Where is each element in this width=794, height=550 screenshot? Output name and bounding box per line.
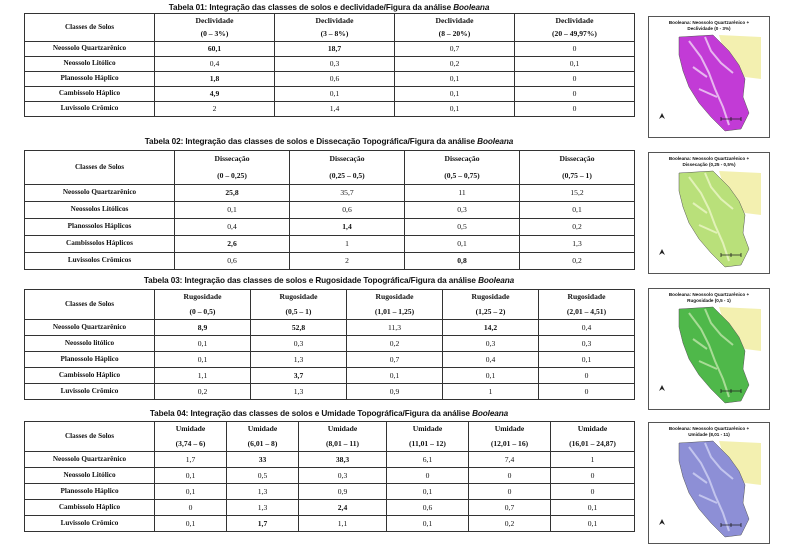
table-row — [25, 87, 635, 102]
col-label: Rugosidade — [155, 290, 251, 305]
table-cell: 0,3 — [443, 336, 539, 352]
map-figure — [649, 17, 769, 137]
table-cell: 0,1 — [443, 368, 539, 384]
row-label: Planossolo Háplico — [25, 352, 155, 368]
corner-header: Classes de Solos — [25, 151, 175, 185]
table-cell: 0,1 — [387, 484, 469, 500]
table-cell: 1,3 — [520, 236, 635, 253]
table-cell: 0,7 — [395, 42, 515, 57]
table-cell: 14,2 — [443, 320, 539, 336]
table-cell: 11 — [405, 185, 520, 202]
table-cell: 1,4 — [275, 102, 395, 117]
table-cell: 0,4 — [539, 320, 635, 336]
col-label: Umidade — [299, 422, 387, 437]
table-cell: 33 — [227, 452, 299, 468]
table-1-caption: Tabela 01: Integração das classes de solos e declividade/Figura da análise Booleana — [168, 3, 490, 12]
table-cell: 35,7 — [290, 185, 405, 202]
row-label: Neossolo Quartzarênico — [25, 320, 155, 336]
table-cell: 0,2 — [469, 516, 551, 532]
table-row — [25, 202, 635, 219]
map-dissecacao — [648, 152, 770, 274]
table-cell: 1,1 — [299, 516, 387, 532]
table-cell: 0,1 — [347, 368, 443, 384]
table-cell: 0 — [551, 468, 635, 484]
col-range: (0 – 3%) — [155, 28, 275, 42]
table-1 — [24, 13, 635, 117]
table-row — [25, 320, 635, 336]
table-cell: 2,4 — [299, 500, 387, 516]
table-cell: 0,7 — [469, 500, 551, 516]
col-label: Declividade — [395, 14, 515, 28]
col-range: (2,01 – 4,51) — [539, 305, 635, 320]
table-cell: 0,1 — [551, 516, 635, 532]
row-label: Luvissolos Crômicos — [25, 253, 175, 270]
table-cell: 0 — [551, 484, 635, 500]
table-cell: 0,2 — [347, 336, 443, 352]
table-cell: 0 — [539, 368, 635, 384]
col-label: Dissecação — [405, 151, 520, 168]
table-cell: 0,6 — [387, 500, 469, 516]
row-label: Luvissolo Crômico — [25, 516, 155, 532]
north-arrow-icon — [659, 113, 665, 119]
col-range: (0 – 0,5) — [155, 305, 251, 320]
table-cell: 2,6 — [175, 236, 290, 253]
table-cell: 0,7 — [347, 352, 443, 368]
table-cell: 0 — [515, 102, 635, 117]
col-range: (20 – 49,97%) — [515, 28, 635, 42]
table-cell: 0,3 — [275, 57, 395, 72]
table-cell: 0,1 — [551, 500, 635, 516]
table-row — [25, 253, 635, 270]
table-cell: 0,5 — [405, 219, 520, 236]
table-cell: 1,1 — [155, 368, 251, 384]
table-cell: 0,5 — [227, 468, 299, 484]
table-cell: 25,8 — [175, 185, 290, 202]
col-label: Umidade — [387, 422, 469, 437]
col-label: Rugosidade — [539, 290, 635, 305]
row-label: Planossolo Háplico — [25, 484, 155, 500]
row-label: Luvissolo Crômico — [25, 102, 155, 117]
map-title: Booleana: Neossolo Quartzarênico + Dissecação (0,25 - 0,5%) — [668, 156, 750, 167]
table-row — [25, 468, 635, 484]
row-label: Cambissolos Háplicos — [25, 236, 175, 253]
map-title: Booleana: Neossolo Quartzarênico + Declividade (0 - 3%) — [668, 20, 750, 31]
corner-header: Classes de Solos — [25, 290, 155, 320]
table-row — [25, 352, 635, 368]
table-cell: 1,3 — [227, 484, 299, 500]
col-label: Umidade — [155, 422, 227, 437]
table-cell: 52,8 — [251, 320, 347, 336]
map-declividade — [648, 16, 770, 138]
row-label: Neossolo Quartzarênico — [25, 452, 155, 468]
col-label: Rugosidade — [347, 290, 443, 305]
table-cell: 0 — [515, 87, 635, 102]
table-cell: 0,1 — [387, 516, 469, 532]
table-cell: 15,2 — [520, 185, 635, 202]
table-cell: 0,2 — [520, 253, 635, 270]
col-label: Rugosidade — [251, 290, 347, 305]
row-label: Neossolo Litólico — [25, 468, 155, 484]
table-cell: 6,1 — [387, 452, 469, 468]
table-cell: 0,3 — [299, 468, 387, 484]
col-range: (12,01 – 16) — [469, 437, 551, 452]
north-arrow-icon — [659, 249, 665, 255]
row-label: Cambissolo Háplico — [25, 368, 155, 384]
table-cell: 0,1 — [155, 336, 251, 352]
col-range: (0,75 – 1) — [520, 168, 635, 185]
col-range: (0,5 – 1) — [251, 305, 347, 320]
table-cell: 0,3 — [405, 202, 520, 219]
table-cell: 3,7 — [251, 368, 347, 384]
table-cell: 0,1 — [395, 102, 515, 117]
table-cell: 0,1 — [520, 202, 635, 219]
table-cell: 0,4 — [175, 219, 290, 236]
table-cell: 1,8 — [155, 72, 275, 87]
table-cell: 0,3 — [539, 336, 635, 352]
table-row — [25, 384, 635, 400]
table-cell: 1,7 — [227, 516, 299, 532]
col-label: Rugosidade — [443, 290, 539, 305]
table-cell: 60,1 — [155, 42, 275, 57]
col-range: (0,25 – 0,5) — [290, 168, 405, 185]
table-cell: 0,1 — [175, 202, 290, 219]
table-cell: 0 — [539, 384, 635, 400]
row-label: Neossolo Litólico — [25, 57, 155, 72]
table-4 — [24, 421, 635, 532]
table-cell: 0 — [469, 468, 551, 484]
table-row — [25, 72, 635, 87]
col-range: (0 – 0,25) — [175, 168, 290, 185]
map-figure — [649, 423, 769, 543]
table-cell: 1 — [443, 384, 539, 400]
table-3-caption: Tabela 03: Integração das classes de solos e Rugosidade Topográfica/Figura da análise Booleana — [143, 276, 515, 285]
table-cell: 1 — [290, 236, 405, 253]
row-label: Neossolos Litólicos — [25, 202, 175, 219]
col-label: Umidade — [227, 422, 299, 437]
row-label: Luvissolo Crômico — [25, 384, 155, 400]
table-4-caption: Tabela 04: Integração das classes de solos e Umidade Topográfica/Figura da análise Booleana — [149, 409, 509, 418]
table-cell: 1,7 — [155, 452, 227, 468]
table-cell: 0 — [469, 484, 551, 500]
table-row — [25, 219, 635, 236]
table-cell: 0,9 — [347, 384, 443, 400]
table-row — [25, 368, 635, 384]
table-cell: 8,9 — [155, 320, 251, 336]
table-cell: 1,3 — [227, 500, 299, 516]
table-cell: 1,4 — [290, 219, 405, 236]
table-cell: 0,1 — [515, 57, 635, 72]
table-cell: 0,1 — [155, 516, 227, 532]
map-title: Booleana: Neossolo Quartzarênico + Umidade (8,01 - 11) — [668, 426, 750, 437]
table-cell: 11,3 — [347, 320, 443, 336]
table-row — [25, 57, 635, 72]
row-label: Cambissolo Háplico — [25, 500, 155, 516]
table-cell: 0,1 — [155, 484, 227, 500]
table-row — [25, 236, 635, 253]
table-cell: 0,6 — [175, 253, 290, 270]
col-range: (8,01 – 11) — [299, 437, 387, 452]
table-cell: 0 — [515, 42, 635, 57]
table-cell: 38,3 — [299, 452, 387, 468]
table-row — [25, 336, 635, 352]
map-title: Booleana: Neossolo Quartzarênico + Rugosidade (0,5 - 1) — [668, 292, 750, 303]
table-cell: 0,6 — [290, 202, 405, 219]
table-cell: 4,9 — [155, 87, 275, 102]
col-label: Dissecação — [290, 151, 405, 168]
table-cell: 0,1 — [155, 352, 251, 368]
col-range: (1,25 – 2) — [443, 305, 539, 320]
table-cell: 2 — [155, 102, 275, 117]
table-cell: 0,1 — [395, 72, 515, 87]
map-umidade — [648, 422, 770, 544]
table-cell: 0,2 — [520, 219, 635, 236]
row-label: Cambissolo Háplico — [25, 87, 155, 102]
table-row — [25, 102, 635, 117]
map-figure — [649, 153, 769, 273]
corner-header: Classes de Solos — [25, 422, 155, 452]
table-cell: 0,1 — [395, 87, 515, 102]
row-label: Neossolo Quartzarênico — [25, 185, 175, 202]
table-cell: 0 — [387, 468, 469, 484]
col-range: (3,74 – 6) — [155, 437, 227, 452]
table-cell: 0,2 — [155, 384, 251, 400]
table-cell: 18,7 — [275, 42, 395, 57]
table-row — [25, 185, 635, 202]
table-cell: 7,4 — [469, 452, 551, 468]
table-cell: 0,4 — [155, 57, 275, 72]
row-label: Neossolo Quartzarênico — [25, 42, 155, 57]
col-label: Dissecação — [520, 151, 635, 168]
map-figure — [649, 289, 769, 409]
north-arrow-icon — [659, 519, 665, 525]
table-cell: 0,1 — [539, 352, 635, 368]
table-row — [25, 516, 635, 532]
table-cell: 0,9 — [299, 484, 387, 500]
table-2-caption: Tabela 02: Integração das classes de solos e Dissecação Topográfica/Figura da análise Booleana — [144, 137, 514, 146]
col-label: Declividade — [275, 14, 395, 28]
col-range: (3 – 8%) — [275, 28, 395, 42]
table-row — [25, 42, 635, 57]
col-range: (1,01 – 1,25) — [347, 305, 443, 320]
table-cell: 1 — [551, 452, 635, 468]
table-cell: 1,3 — [251, 384, 347, 400]
col-range: (11,01 – 12) — [387, 437, 469, 452]
table-cell: 0 — [515, 72, 635, 87]
table-cell: 0 — [155, 500, 227, 516]
table-cell: 0,8 — [405, 253, 520, 270]
row-label: Planossolos Háplicos — [25, 219, 175, 236]
col-label: Umidade — [551, 422, 635, 437]
table-row — [25, 500, 635, 516]
col-range: (6,01 – 8) — [227, 437, 299, 452]
col-label: Dissecação — [175, 151, 290, 168]
table-row — [25, 484, 635, 500]
table-cell: 0,4 — [443, 352, 539, 368]
table-cell: 0,1 — [275, 87, 395, 102]
table-cell: 1,3 — [251, 352, 347, 368]
corner-header: Classes de Solos — [25, 14, 155, 42]
table-2 — [24, 150, 635, 270]
col-range: (16,01 – 24,87) — [551, 437, 635, 452]
table-cell: 0,1 — [155, 468, 227, 484]
table-cell: 0,3 — [251, 336, 347, 352]
table-cell: 0,2 — [395, 57, 515, 72]
table-cell: 0,6 — [275, 72, 395, 87]
north-arrow-icon — [659, 385, 665, 391]
map-rugosidade — [648, 288, 770, 410]
col-label: Umidade — [469, 422, 551, 437]
col-range: (0,5 – 0,75) — [405, 168, 520, 185]
table-3 — [24, 289, 635, 400]
table-cell: 2 — [290, 253, 405, 270]
row-label: Neossolo litólico — [25, 336, 155, 352]
col-range: (8 – 20%) — [395, 28, 515, 42]
table-cell: 0,1 — [405, 236, 520, 253]
row-label: Planossolo Háplico — [25, 72, 155, 87]
col-label: Declividade — [155, 14, 275, 28]
col-label: Declividade — [515, 14, 635, 28]
table-row — [25, 452, 635, 468]
